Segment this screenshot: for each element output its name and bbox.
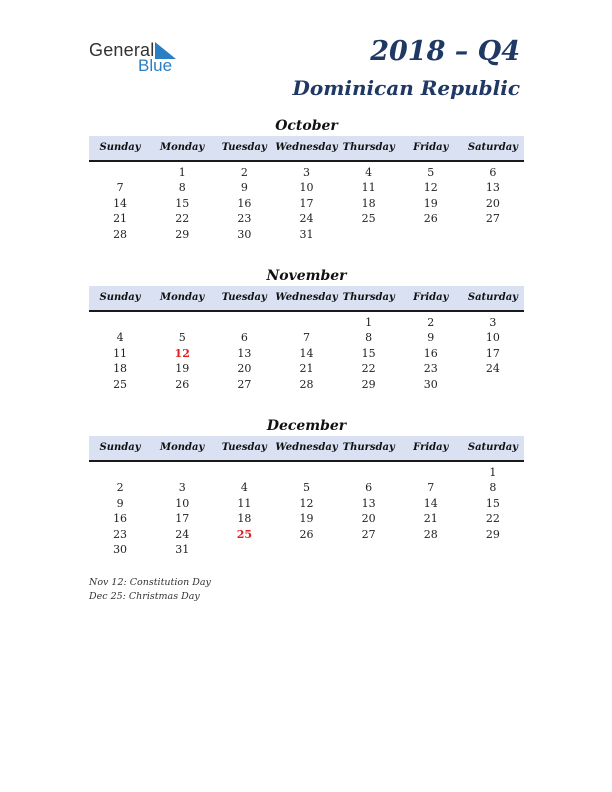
day-cell: 2	[240, 166, 248, 179]
day-cell: 9	[240, 181, 248, 195]
weekday-label: Tuesday	[221, 142, 267, 153]
day-cell: 5	[427, 166, 435, 179]
weekday-header	[89, 136, 524, 162]
day-cell	[213, 465, 275, 480]
day-cell: 18	[237, 512, 252, 526]
day-cell: 7	[302, 331, 310, 345]
day-cell: 20	[485, 196, 500, 210]
day-cell	[462, 377, 524, 392]
weekday-label: Wednesday	[275, 142, 338, 153]
week-row	[89, 542, 524, 557]
day-cell: 28	[299, 377, 314, 391]
day-cell: 26	[299, 527, 314, 541]
day-cell: 17	[175, 512, 190, 526]
day-cell: 28	[113, 227, 128, 241]
day-cell: 24	[175, 527, 190, 541]
day-cell: 23	[237, 212, 252, 226]
day-cell: 25	[113, 377, 128, 391]
day-cell: 1	[365, 316, 373, 329]
logo-blue-text: Blue	[138, 56, 173, 75]
day-cell: 19	[423, 196, 438, 210]
day-cell: 4	[365, 166, 373, 179]
day-cell: 20	[361, 512, 376, 526]
day-cell: 10	[175, 496, 190, 510]
weekday-label: Wednesday	[275, 292, 338, 303]
day-cell: 30	[423, 377, 438, 391]
day-cell: 18	[113, 362, 128, 376]
page-subtitle: Dominican Republic	[292, 76, 520, 100]
day-cell: 11	[113, 346, 128, 360]
weekday-label: Thursday	[342, 142, 395, 153]
day-cell: 24	[485, 362, 500, 376]
day-cell: 4	[116, 331, 124, 345]
weekday-label: Friday	[413, 292, 449, 303]
day-cell: 31	[175, 542, 190, 556]
day-cell: 30	[237, 227, 252, 241]
day-cell: 24	[299, 212, 314, 226]
logo	[89, 38, 189, 78]
day-cell: 14	[423, 496, 438, 510]
day-cell: 1	[489, 466, 497, 479]
week-row	[89, 465, 524, 480]
week-row	[89, 346, 524, 361]
month-name: November	[266, 268, 347, 284]
day-cell	[151, 315, 213, 330]
week-row	[89, 361, 524, 376]
day-cell: 22	[361, 362, 376, 376]
day-cell	[400, 542, 462, 557]
page-title: 2018 – Q4	[370, 36, 520, 67]
day-cell: 27	[361, 527, 376, 541]
weekday-label: Sunday	[99, 442, 141, 453]
weekday-label: Wednesday	[275, 442, 338, 453]
day-cell: 20	[237, 362, 252, 376]
day-cell: 6	[240, 331, 248, 345]
day-cell	[275, 465, 337, 480]
day-cell	[338, 465, 400, 480]
day-cell	[400, 227, 462, 242]
day-cell: 28	[423, 527, 438, 541]
day-cell: 15	[175, 196, 190, 210]
week-row	[89, 377, 524, 392]
month-block-october	[89, 116, 524, 242]
day-cell-holiday: 25	[236, 527, 252, 541]
day-cell: 9	[427, 331, 435, 345]
week-row	[89, 227, 524, 242]
day-cell: 10	[485, 331, 500, 345]
day-cell: 23	[113, 527, 128, 541]
day-cell: 11	[237, 496, 252, 510]
day-cell: 22	[485, 512, 500, 526]
week-row	[89, 211, 524, 226]
day-cell: 21	[423, 512, 438, 526]
day-cell: 16	[237, 196, 252, 210]
day-cell: 21	[299, 362, 314, 376]
day-cell: 31	[299, 227, 314, 241]
week-row	[89, 511, 524, 526]
day-cell: 15	[485, 496, 500, 510]
day-cell: 3	[489, 316, 497, 329]
day-cell: 29	[175, 227, 190, 241]
day-cell: 15	[361, 346, 376, 360]
day-cell: 7	[427, 481, 435, 495]
day-cell: 16	[423, 346, 438, 360]
weekday-label: Friday	[413, 142, 449, 153]
weekday-header	[89, 436, 524, 462]
day-cell: 7	[116, 181, 124, 195]
weekday-label: Friday	[413, 442, 449, 453]
day-cell	[89, 165, 151, 180]
day-cell	[462, 542, 524, 557]
day-cell: 3	[302, 166, 310, 179]
weekday-label: Monday	[160, 442, 205, 453]
day-cell	[89, 465, 151, 480]
logo-general-text: General	[89, 40, 155, 60]
weekday-label: Monday	[160, 292, 205, 303]
week-row	[89, 480, 524, 495]
day-cell: 12	[299, 496, 314, 510]
month-name: December	[266, 418, 347, 434]
day-cell: 2	[427, 316, 435, 329]
month-block-november	[89, 266, 524, 392]
holiday-note: Dec 25: Christmas Day	[89, 591, 200, 602]
day-cell: 29	[361, 377, 376, 391]
week-row	[89, 196, 524, 211]
weekday-label: Thursday	[342, 442, 395, 453]
day-cell	[213, 315, 275, 330]
week-row	[89, 527, 524, 542]
holiday-note: Nov 12: Constitution Day	[89, 577, 211, 588]
day-cell: 14	[299, 346, 314, 360]
month-name: October	[275, 118, 338, 134]
day-cell: 13	[485, 181, 500, 195]
day-cell: 30	[113, 542, 128, 556]
holiday-notes	[89, 576, 211, 604]
day-cell: 6	[489, 166, 497, 179]
weekday-header	[89, 286, 524, 312]
day-cell: 12	[423, 181, 438, 195]
day-cell: 17	[485, 346, 500, 360]
weekday-label: Saturday	[467, 442, 518, 453]
day-cell: 21	[113, 212, 128, 226]
day-cell: 26	[423, 212, 438, 226]
week-row	[89, 165, 524, 180]
week-row	[89, 496, 524, 511]
day-cell	[275, 542, 337, 557]
week-row	[89, 180, 524, 195]
day-cell	[213, 542, 275, 557]
day-cell: 16	[113, 512, 128, 526]
month-block-december	[89, 416, 524, 557]
day-cell: 9	[116, 496, 124, 510]
day-cell: 14	[113, 196, 128, 210]
day-cell: 29	[485, 527, 500, 541]
day-cell	[151, 465, 213, 480]
weekday-label: Sunday	[99, 142, 141, 153]
weekday-label: Monday	[160, 142, 205, 153]
day-cell: 5	[302, 481, 310, 495]
day-cell: 25	[361, 212, 376, 226]
weekday-label: Thursday	[342, 292, 395, 303]
month-grid	[89, 312, 524, 392]
day-cell: 1	[178, 166, 186, 179]
day-cell	[275, 315, 337, 330]
day-cell: 8	[178, 181, 186, 195]
day-cell	[338, 542, 400, 557]
day-cell	[462, 227, 524, 242]
day-cell	[338, 227, 400, 242]
day-cell: 19	[175, 362, 190, 376]
day-cell-holiday: 12	[174, 346, 190, 360]
day-cell: 3	[178, 481, 186, 495]
month-grid	[89, 462, 524, 557]
weekday-label: Saturday	[467, 292, 518, 303]
day-cell: 27	[237, 377, 252, 391]
day-cell: 4	[240, 481, 248, 495]
weekday-label: Tuesday	[221, 292, 267, 303]
month-grid	[89, 162, 524, 242]
day-cell	[400, 465, 462, 480]
day-cell: 17	[299, 196, 314, 210]
day-cell: 18	[361, 196, 376, 210]
day-cell: 11	[361, 181, 376, 195]
day-cell: 8	[365, 331, 373, 345]
week-row	[89, 330, 524, 345]
day-cell: 13	[361, 496, 376, 510]
day-cell: 8	[489, 481, 497, 495]
day-cell: 10	[299, 181, 314, 195]
day-cell: 22	[175, 212, 190, 226]
day-cell: 5	[178, 331, 186, 345]
day-cell	[89, 315, 151, 330]
week-row	[89, 315, 524, 330]
day-cell: 23	[423, 362, 438, 376]
day-cell: 2	[116, 481, 124, 495]
day-cell: 27	[485, 212, 500, 226]
weekday-label: Saturday	[467, 142, 518, 153]
day-cell: 6	[365, 481, 373, 495]
day-cell: 13	[237, 346, 252, 360]
day-cell: 19	[299, 512, 314, 526]
day-cell: 26	[175, 377, 190, 391]
weekday-label: Tuesday	[221, 442, 267, 453]
weekday-label: Sunday	[99, 292, 141, 303]
